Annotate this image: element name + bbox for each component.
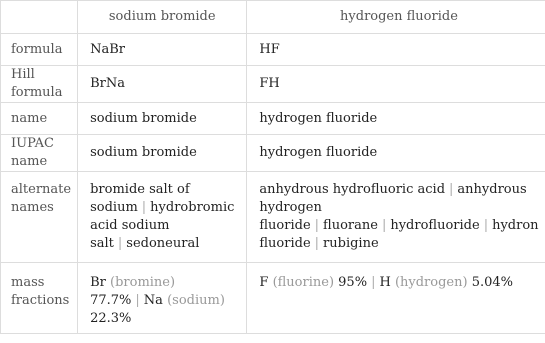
- separator: |: [449, 182, 454, 197]
- row-alternate-names: [1, 172, 545, 263]
- alt-name: anhydrous hydrogen fluoride: [259, 182, 527, 233]
- mass-fraction-value: 22.3%: [90, 311, 132, 326]
- header-sodium-bromide: sodium bromide: [78, 1, 247, 34]
- row-name: [1, 103, 545, 135]
- alt-name: hydrobromic acid sodium salt: [90, 200, 235, 251]
- cell-alternate-names-sodium-bromide: [78, 172, 247, 263]
- separator: |: [135, 293, 140, 308]
- row-label-alternate-names: alternate names: [1, 172, 78, 263]
- cell-alternate-names-hydrogen-fluoride: [247, 172, 545, 263]
- row-label-iupac-name: IUPAC name: [1, 135, 78, 172]
- cell-hill-formula-hydrogen-fluoride: FH: [247, 66, 545, 103]
- alt-name: anhydrous hydrofluoric acid: [259, 182, 446, 197]
- mass-fraction-value: 5.04%: [471, 275, 514, 290]
- cell-formula-sodium-bromide: NaBr: [78, 34, 247, 66]
- cell-name-sodium-bromide: sodium bromide: [78, 103, 247, 135]
- header-empty-cell: [1, 1, 78, 34]
- row-iupac-name: [1, 135, 545, 172]
- cell-mass-fractions-sodium-bromide: [78, 263, 247, 334]
- separator: |: [483, 218, 489, 233]
- element-name: (hydrogen): [394, 275, 468, 290]
- separator: |: [141, 200, 147, 215]
- alt-name: rubigine: [323, 236, 379, 251]
- cell-iupac-name-sodium-bromide: sodium bromide: [78, 135, 247, 172]
- row-label-hill-formula: Hill formula: [1, 66, 78, 103]
- mass-fraction-value: 77.7%: [90, 293, 132, 308]
- row-formula: [1, 34, 545, 66]
- mass-fraction-value: 95%: [338, 275, 368, 290]
- header-row: [1, 1, 545, 34]
- element-name: (fluorine): [272, 275, 335, 290]
- header-hydrogen-fluoride: hydrogen fluoride: [247, 1, 545, 34]
- cell-formula-hydrogen-fluoride: HF: [247, 34, 545, 66]
- alt-name: bromide salt of sodium: [90, 182, 190, 215]
- element-name: (sodium): [167, 293, 225, 308]
- alt-name: sedoneural: [126, 236, 200, 251]
- cell-mass-fractions-hydrogen-fluoride: [247, 263, 545, 334]
- alt-name: hydrofluoride: [390, 218, 480, 233]
- cell-hill-formula-sodium-bromide: BrNa: [78, 66, 247, 103]
- element-symbol: H: [379, 275, 391, 290]
- separator: |: [314, 218, 320, 233]
- alt-name: hydron fluoride: [259, 218, 539, 251]
- separator: |: [117, 236, 123, 251]
- element-symbol: Br: [90, 275, 106, 290]
- row-hill-formula: [1, 66, 545, 103]
- separator: |: [314, 236, 320, 251]
- row-label-mass-fractions: mass fractions: [1, 263, 78, 334]
- separator: |: [381, 218, 387, 233]
- alt-name: fluorane: [323, 218, 378, 233]
- separator: |: [371, 275, 376, 290]
- element-symbol: Na: [143, 293, 163, 308]
- row-label-name: name: [1, 103, 78, 135]
- cell-name-hydrogen-fluoride: hydrogen fluoride: [247, 103, 545, 135]
- element-name: (bromine): [110, 275, 176, 290]
- element-symbol: F: [259, 275, 269, 290]
- cell-iupac-name-hydrogen-fluoride: hydrogen fluoride: [247, 135, 545, 172]
- row-label-formula: formula: [1, 34, 78, 66]
- row-mass-fractions: [1, 263, 545, 334]
